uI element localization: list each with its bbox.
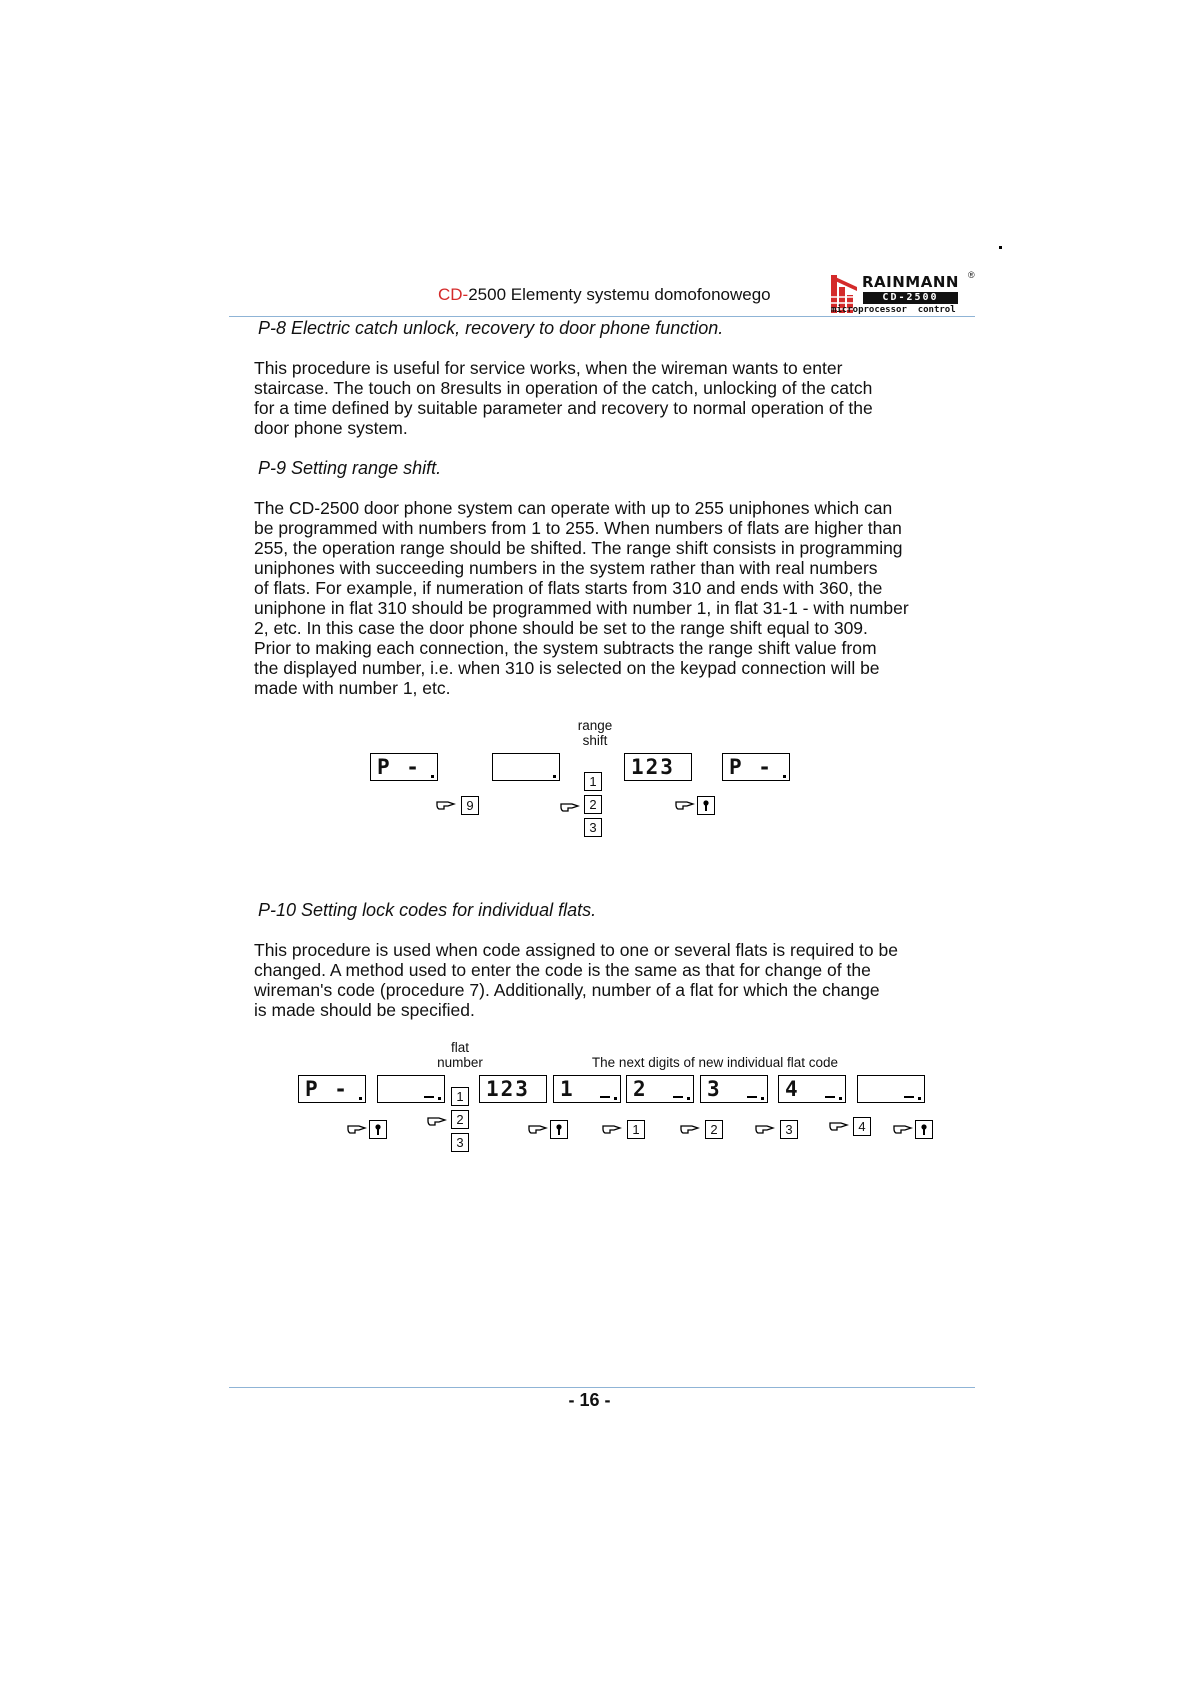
p9-body: The CD-2500 door phone system can operate with up to 255 uniphones which can be programmed with numbers from 1 to 255. When numbers of flats are higher than 255, the operation range should be shifted. The range shift consists in programming uniphones with succeeding numbers in the system rather than with real numbers of flats. For example, if numeration of flats starts from 310 and ends with 360, the uniphone in flat 310 should be programmed with number 1, in flat 31-1 - with number 2, etc. In this case the door phone should be set to the range shift equal to 309. Prior to making each connection, the system subtracts the range shift value from the displayed number, i.e. when 310 is selected on the keypad connection will be made with number 1, etc. [254, 498, 909, 698]
p10-title: P-10 Setting lock codes for individual flats. [258, 900, 597, 920]
range-shift-label: range shift [577, 718, 613, 748]
next-digits-label: The next digits of new individual flat code [591, 1055, 839, 1070]
key-9[interactable]: 9 [461, 796, 479, 815]
hand-pointer-icon [829, 1119, 849, 1131]
p10-display-3: 123 [479, 1075, 547, 1103]
key-lock-icon [370, 1121, 386, 1138]
p10-display-6: 3 [700, 1075, 768, 1103]
key-lock-button[interactable] [369, 1120, 387, 1139]
p9-display-1: P - [370, 753, 438, 781]
key-lock-icon [916, 1121, 932, 1138]
header-title: CD-2500 Elementy systemu domofonowego [438, 285, 771, 304]
p10-display-2 [377, 1075, 445, 1103]
hand-pointer-icon [528, 1122, 548, 1134]
p9-title: P-9 Setting range shift. [258, 458, 442, 478]
p9-display-2 [492, 753, 560, 781]
p10-display-1: P - [298, 1075, 366, 1103]
p10-body: This procedure is used when code assigned to one or several flats is required to be changed. A method used to enter the code is the same as that for change of the wireman's code (procedure 7). Additionally, number of a flat for which the change is made should be specified. [254, 940, 898, 1020]
p9-display-4: P - [722, 753, 790, 781]
p9-display-3: 123 [624, 753, 692, 781]
key-lock-icon [551, 1121, 567, 1138]
logo-registered: ® [968, 270, 975, 280]
logo-model: CD-2500 [863, 292, 958, 304]
page-number: - 16 - [568, 1390, 611, 1410]
key-2[interactable]: 2 [584, 795, 602, 814]
logo-tagline: microprocessor control [831, 305, 956, 315]
p10-display-8 [857, 1075, 925, 1103]
key-1[interactable]: 1 [451, 1087, 469, 1106]
header-rule [229, 316, 975, 317]
key-3[interactable]: 3 [451, 1133, 469, 1152]
hand-pointer-icon [436, 798, 456, 810]
p10-display-7: 4 [778, 1075, 846, 1103]
footer-rule [229, 1387, 975, 1388]
key-2[interactable]: 2 [451, 1110, 469, 1129]
key-lock-button[interactable] [697, 796, 715, 815]
key-lock-button[interactable] [550, 1120, 568, 1139]
key-1[interactable]: 1 [627, 1120, 645, 1139]
hand-pointer-icon [347, 1122, 367, 1134]
hand-pointer-icon [560, 800, 580, 812]
p8-title: P-8 Electric catch unlock, recovery to door phone function. [258, 318, 724, 338]
p8-body: This procedure is useful for service works, when the wireman wants to enter staircase. The touch on 8results in operation of the catch, unlocking of the catch for a time defined by suitable parameter and recovery to normal operation of the door phone system. [254, 358, 873, 438]
key-lock-button[interactable] [915, 1120, 933, 1139]
hand-pointer-icon [675, 798, 695, 810]
p10-display-5: 2 [626, 1075, 694, 1103]
key-3[interactable]: 3 [584, 818, 602, 837]
key-4[interactable]: 4 [853, 1117, 871, 1136]
rainmann-logo [831, 270, 977, 317]
p10-display-4: 1 [553, 1075, 621, 1103]
key-lock-icon [698, 797, 714, 814]
hand-pointer-icon [893, 1122, 913, 1134]
corner-dot [999, 246, 1002, 249]
hand-pointer-icon [755, 1122, 775, 1134]
key-1[interactable]: 1 [584, 772, 602, 791]
hand-pointer-icon [427, 1114, 447, 1126]
key-2[interactable]: 2 [705, 1120, 723, 1139]
logo-brand: RAINMANN [862, 273, 959, 291]
key-3[interactable]: 3 [780, 1120, 798, 1139]
flat-number-label: flat number [437, 1040, 483, 1070]
hand-pointer-icon [602, 1122, 622, 1134]
hand-pointer-icon [680, 1122, 700, 1134]
